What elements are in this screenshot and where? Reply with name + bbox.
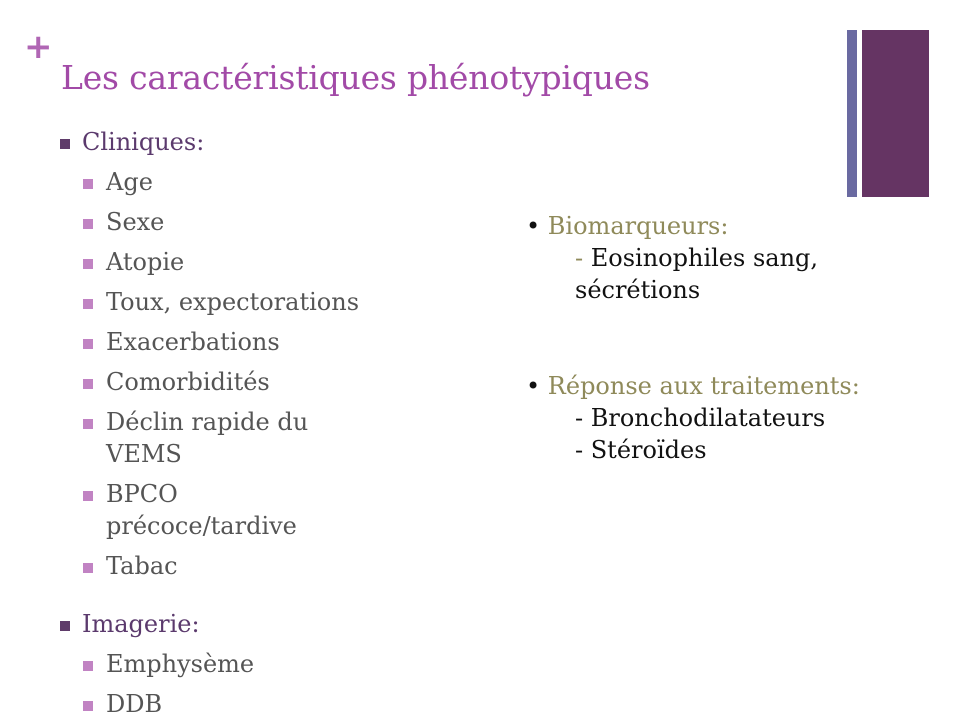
reponse-label: Réponse aux traitements: bbox=[547, 372, 860, 400]
bullet-dot-icon: • bbox=[526, 212, 541, 240]
list-item-label: Sexe bbox=[106, 208, 165, 236]
dash-marker: - bbox=[575, 244, 584, 272]
reponse-item-1: - Bronchodilatateurs bbox=[575, 404, 826, 432]
list-item-label: VEMS bbox=[106, 440, 182, 468]
plus-mark: + bbox=[24, 27, 53, 67]
square-bullet-icon bbox=[83, 701, 93, 711]
heading-imagerie-label: Imagerie: bbox=[82, 610, 200, 638]
list-item-label: Age bbox=[106, 168, 153, 196]
square-bullet-icon bbox=[83, 259, 93, 269]
square-bullet-icon bbox=[83, 299, 93, 309]
square-bullet-icon bbox=[60, 139, 70, 149]
decorative-bar-thin bbox=[847, 30, 857, 197]
list-item-label: DDB bbox=[106, 690, 163, 718]
biomarqueurs-heading bbox=[526, 210, 728, 242]
square-bullet-icon bbox=[83, 563, 93, 573]
bullet-dot-icon: • bbox=[526, 372, 541, 400]
biomarqueurs-label: Biomarqueurs: bbox=[547, 212, 729, 240]
list-item-label: Atopie bbox=[106, 248, 185, 276]
biomarqueurs-item bbox=[575, 242, 818, 274]
square-bullet-icon bbox=[83, 661, 93, 671]
list-item-label: Déclin rapide du bbox=[106, 408, 309, 436]
decorative-bar-wide bbox=[862, 30, 929, 197]
reponse-heading bbox=[526, 370, 860, 402]
square-bullet-icon bbox=[83, 339, 93, 349]
square-bullet-icon bbox=[60, 621, 70, 631]
square-bullet-icon bbox=[83, 419, 93, 429]
list-item-label: Emphysème bbox=[106, 650, 255, 678]
slide-title: Les caractéristiques phénotypiques bbox=[61, 58, 650, 97]
list-item-label: Toux, expectorations bbox=[106, 288, 360, 316]
biomarqueurs-line2: sécrétions bbox=[575, 276, 701, 304]
reponse-item bbox=[575, 402, 825, 434]
square-bullet-icon bbox=[83, 179, 93, 189]
reponse-item-2: - Stéroïdes bbox=[575, 436, 707, 464]
square-bullet-icon bbox=[83, 219, 93, 229]
reponse-item bbox=[575, 434, 707, 466]
square-bullet-icon bbox=[83, 379, 93, 389]
list-item-label: Exacerbations bbox=[106, 328, 280, 356]
heading-cliniques-label: Cliniques: bbox=[82, 128, 205, 156]
biomarqueurs-line1: Eosinophiles sang, bbox=[590, 244, 819, 272]
list-item-label: précoce/tardive bbox=[106, 512, 297, 540]
biomarqueurs-item-continuation bbox=[575, 274, 700, 306]
square-bullet-icon bbox=[83, 491, 93, 501]
list-item-label: BPCO bbox=[106, 480, 178, 508]
list-item-label: Comorbidités bbox=[106, 368, 270, 396]
list-item-label: Tabac bbox=[106, 552, 178, 580]
